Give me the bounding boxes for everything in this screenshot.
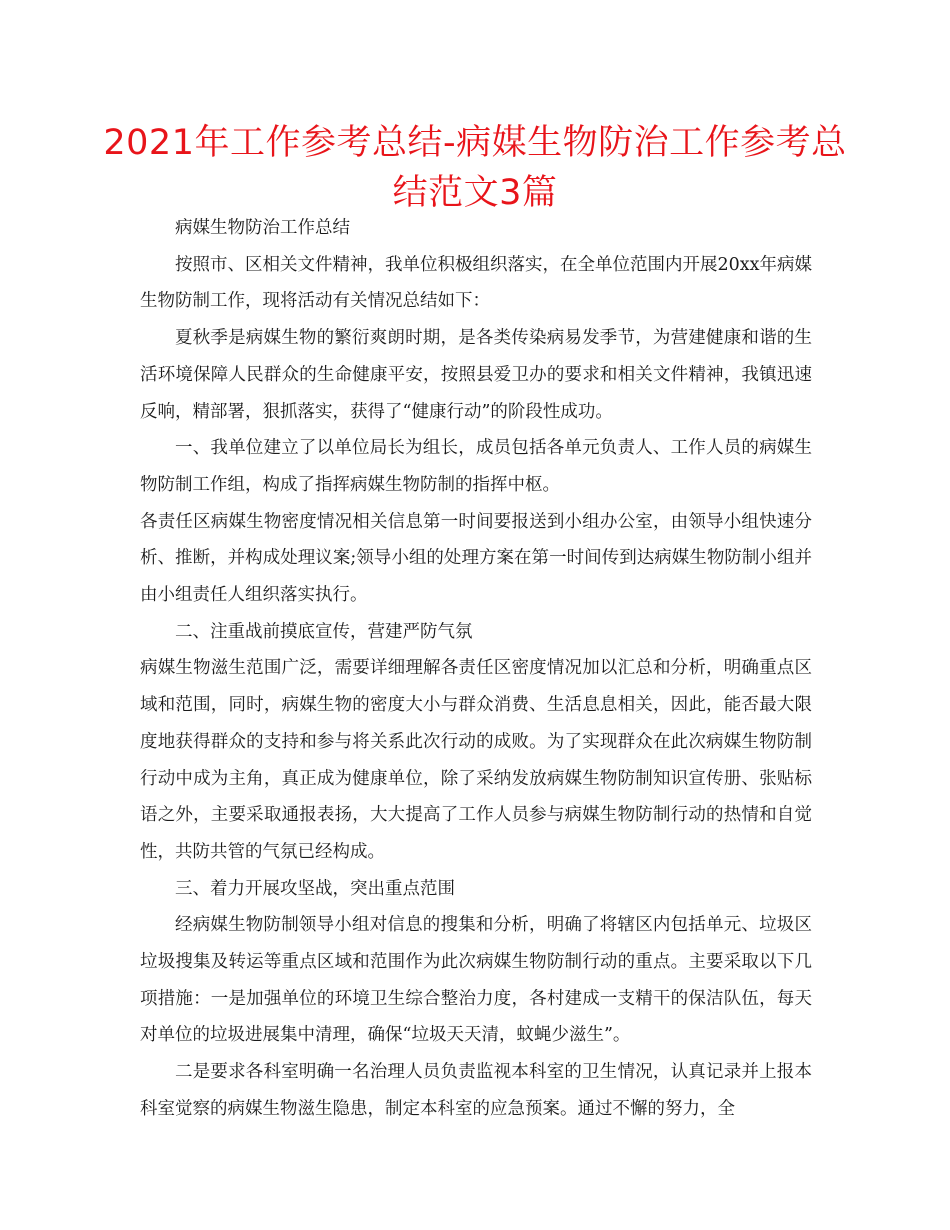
- section-heading: 二、注重战前摸底宣传，营建严防气氛: [175, 621, 473, 642]
- paragraph: 按照市、区相关文件精神，我单位积极组织落实，在全单位范围内开展20xx年病媒生物防制工作，现将活动有关情况总结如下：: [140, 254, 813, 312]
- paragraph: 各责任区病媒生物密度情况相关信息第一时间要报送到小组办公室，由领导小组快速分析、推断，并构成处理议案;领导小组的处理方案在第一时间传到达病媒生物防制小组并由小组责任人组织落实执行。: [140, 511, 812, 606]
- paragraph: 二是要求各科室明确一名治理人员负责监视本科室的卫生情况，认真记录并上报本科室觉察的病媒生物滋生隐患，制定本科室的应急预案。通过不懈的努力，全: [140, 1062, 812, 1119]
- paragraph: 病媒生物滋生范围广泛，需要详细理解各责任区密度情况加以汇总和分析，明确重点区域和范围，同时，病媒生物的密度大小与群众消费、生活息息相关，因此，能否最大限度地获得群众的支持和参与将关系此次行动的成败。为了实现群众在此次病媒生物防制行动中成为主角，真正成为健康单位，除了采纳发放病媒生物防制知识宣传册、张贴标语之外，主要采取通报表扬，大大提高了工作人员参与病媒生物防制行动的热情和自觉性，共防共管的气氛已经构成。: [140, 658, 812, 862]
- document-title: 2021年工作参考总结-病媒生物防治工作参考总结范文3篇: [103, 123, 847, 213]
- paragraph-subtitle: 病媒生物防治工作总结: [175, 218, 350, 238]
- section-heading: 三、着力开展攻坚战，突出重点范围: [175, 878, 455, 899]
- document-body: [140, 210, 812, 1128]
- paragraph: 夏秋季是病媒生物的繁衍爽朗时期，是各类传染病易发季节，为营建健康和谐的生活环境保障人民群众的生命健康平安，按照县爱卫办的要求和相关文件精神，我镇迅速反响，精部署，狠抓落实，获得了“健康行动”的阶段性成功。: [140, 328, 812, 422]
- paragraph: 经病媒生物防制领导小组对信息的搜集和分析，明确了将辖区内包括单元、垃圾区垃圾搜集及转运等重点区域和范围作为此次病媒生物防制行动的重点。主要采取以下几项措施：一是加强单位的环境卫生综合整治力度，各村建成一支精干的保洁队伍，每天对单位的垃圾进展集中清理，确保“垃圾天天清，蚊蝇少滋生”。: [140, 915, 812, 1046]
- paragraph: 一、我单位建立了以单位局长为组长，成员包括各单元负责人、工作人员的病媒生物防制工作组，构成了指挥病媒生物防制的指挥中枢。: [140, 438, 812, 495]
